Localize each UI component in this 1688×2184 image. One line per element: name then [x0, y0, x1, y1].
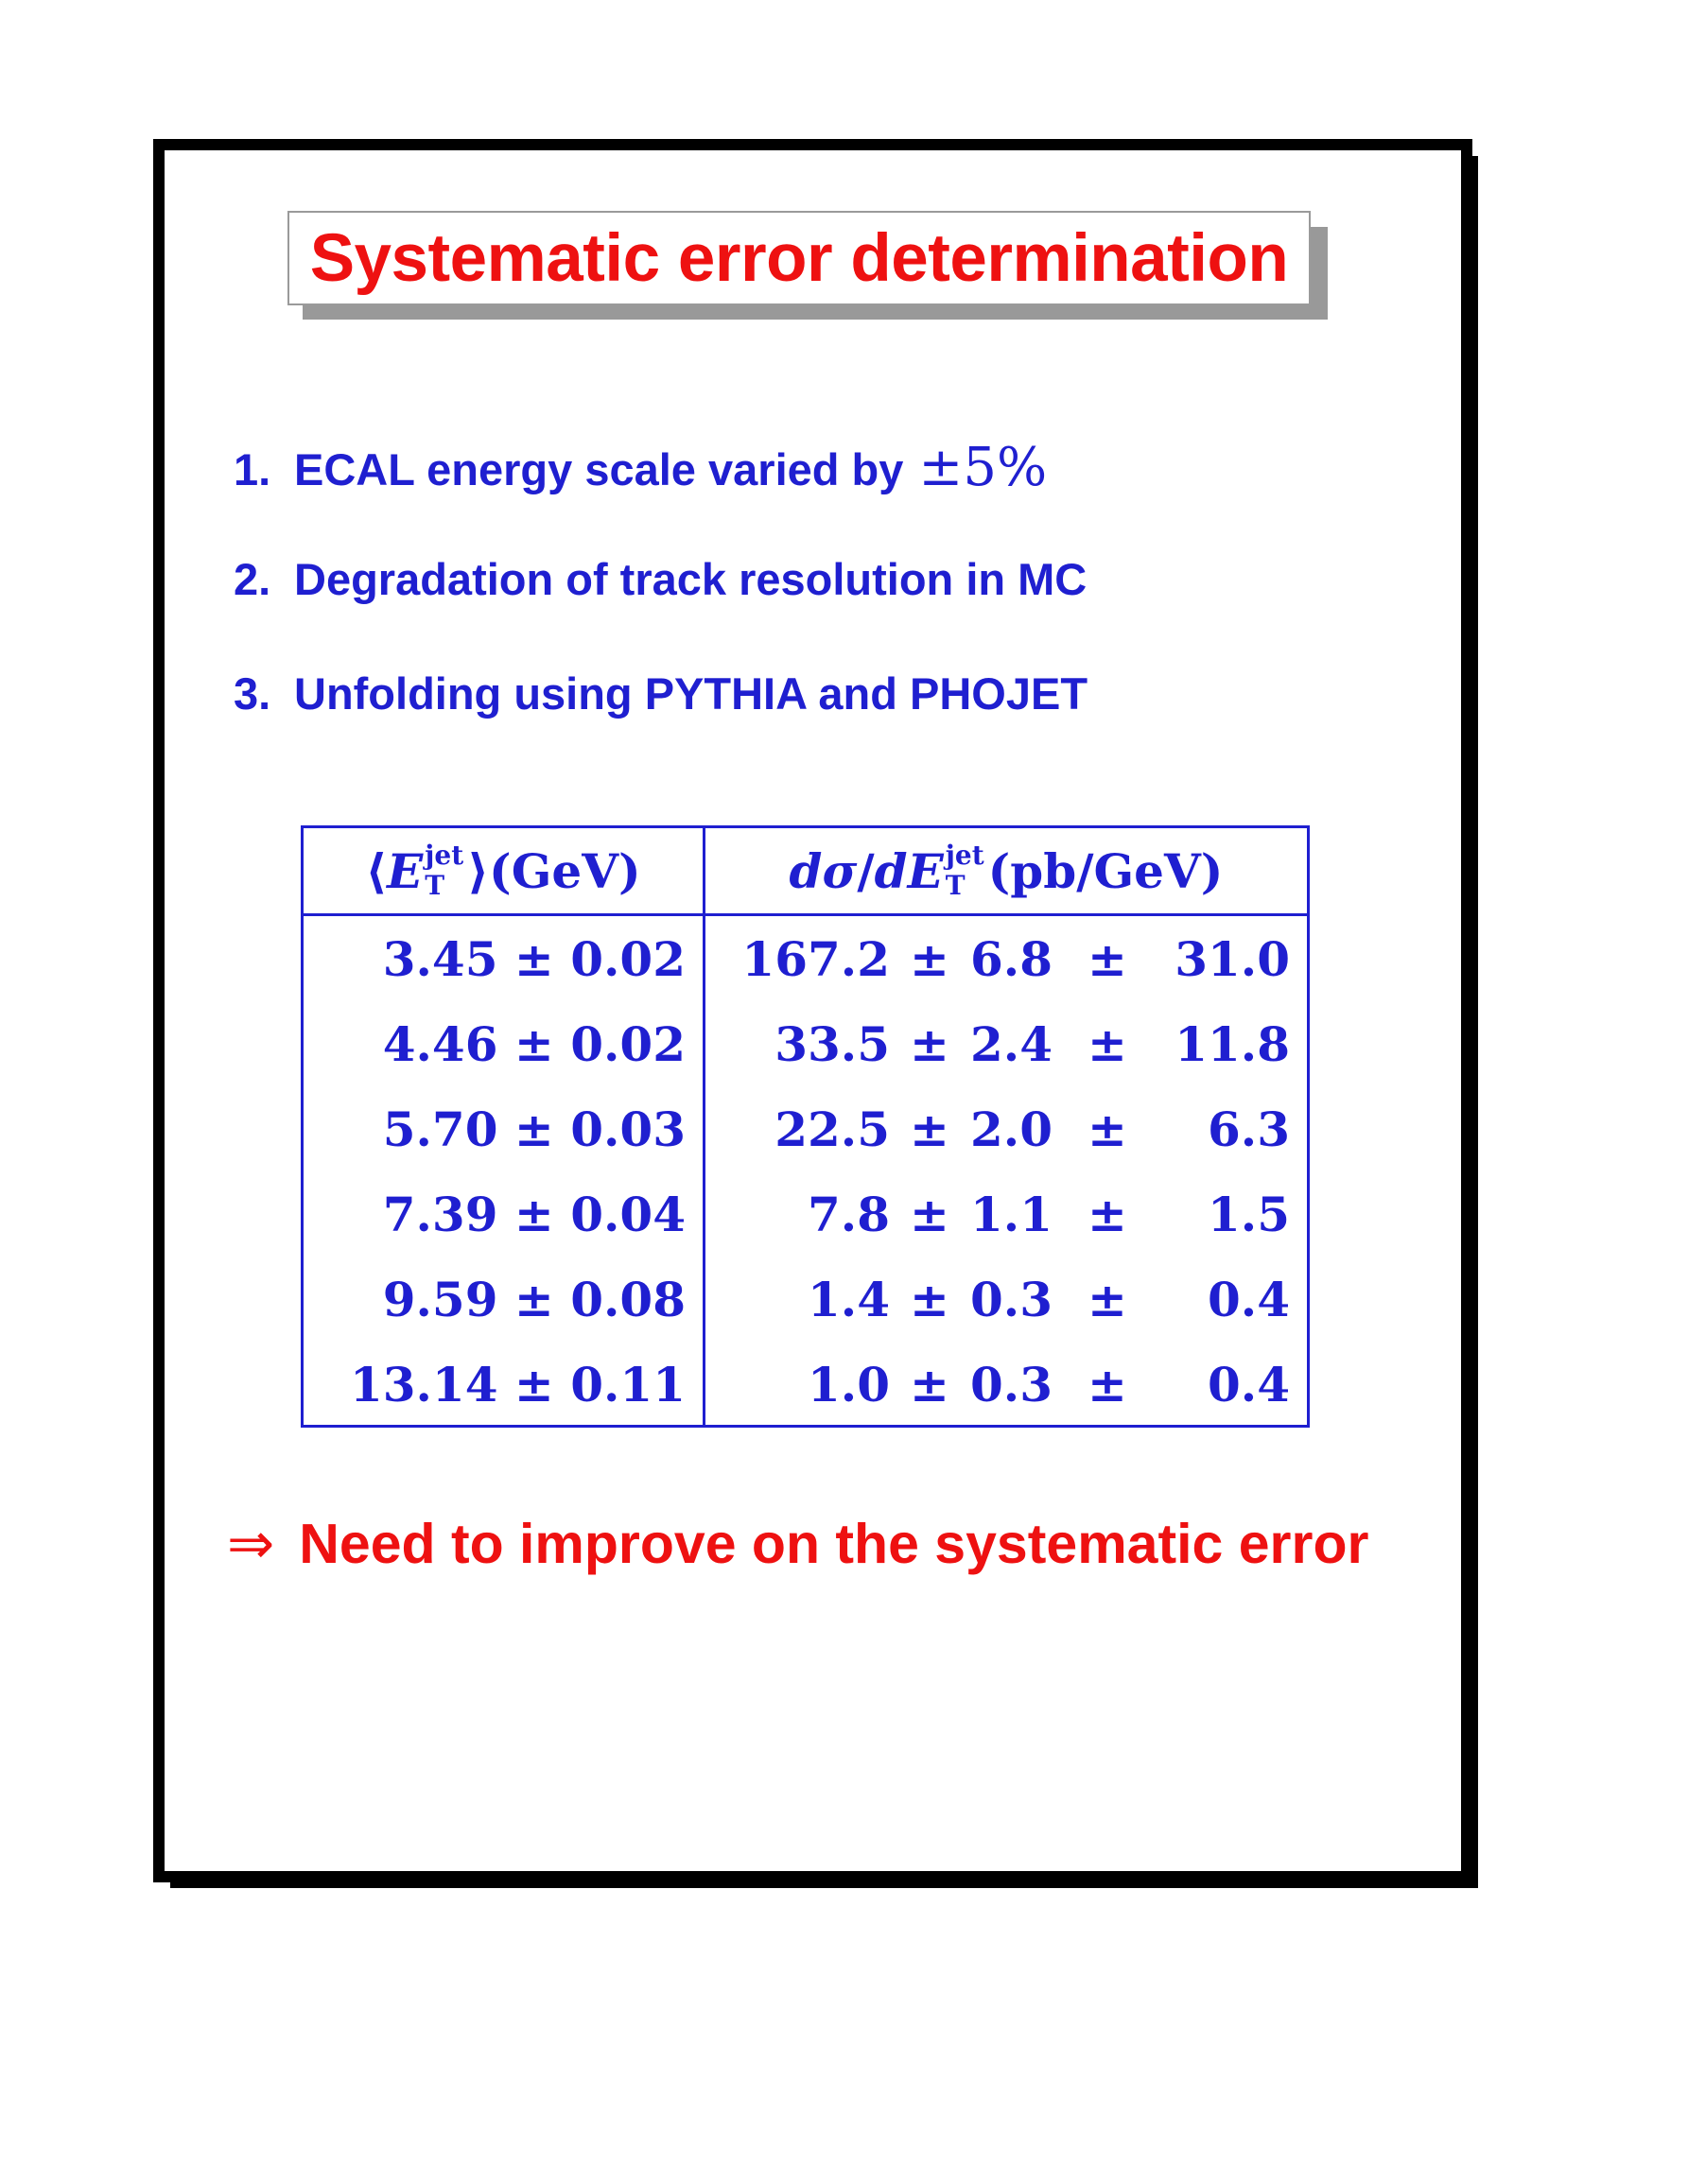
- list-item-math: ±5%: [918, 437, 1048, 498]
- cell-sys-error: 31.0: [1175, 930, 1290, 987]
- cell-plus-minus: ±: [1088, 1101, 1127, 1157]
- list-item-text: Unfolding using PYTHIA and PHOJET: [294, 668, 1088, 719]
- implies-arrow-icon: ⇒: [227, 1511, 275, 1577]
- cell-plus-minus: ±: [910, 930, 949, 987]
- cell-sys-error: 0.4: [1208, 1271, 1290, 1327]
- cell-stat-error: 6.8: [970, 930, 1053, 987]
- cell-sys-error: 1.5: [1208, 1186, 1290, 1242]
- table-row: [304, 1001, 1307, 1086]
- cell-stat-error: 2.0: [970, 1101, 1053, 1157]
- header-bracket-close: ⟩: [467, 842, 490, 899]
- cell-et: 13.14 ± 0.11: [349, 1356, 686, 1413]
- cell-sys-error: 0.4: [1208, 1356, 1290, 1413]
- table-row: [304, 916, 1307, 1001]
- header-et-variable: E: [387, 842, 424, 899]
- list-item-text: Degradation of track resolution in MC: [294, 554, 1088, 604]
- header-bracket-open: ⟨: [365, 842, 388, 899]
- list-item-number: 2.: [234, 554, 271, 604]
- header-xsec-superscript: jet: [945, 840, 984, 871]
- cell-sys-error: 6.3: [1208, 1101, 1290, 1157]
- header-xsec-sigma: σ: [822, 842, 858, 899]
- cell-plus-minus: ±: [910, 1015, 949, 1072]
- cell-plus-minus: ±: [1088, 930, 1127, 987]
- cell-plus-minus: ±: [910, 1271, 949, 1327]
- cell-stat-error: 0.3: [970, 1271, 1053, 1327]
- cell-et: 9.59 ± 0.08: [382, 1271, 686, 1327]
- table-row: [304, 1257, 1307, 1342]
- header-xsec-d: d: [789, 842, 823, 899]
- cell-sys-error: 11.8: [1175, 1015, 1290, 1072]
- cell-stat-error: 0.3: [970, 1356, 1053, 1413]
- list-item-3: [234, 667, 1088, 719]
- header-xsec-d: d: [874, 842, 908, 899]
- cell-et: 5.70 ± 0.03: [382, 1101, 686, 1157]
- cell-et: 7.39 ± 0.04: [382, 1186, 686, 1242]
- header-xsec-slash: /: [857, 842, 875, 899]
- header-et-superscript: jet: [425, 840, 464, 871]
- header-et-scripts: [425, 842, 463, 899]
- table-row: [304, 1342, 1307, 1427]
- header-et-subscript: T: [425, 870, 445, 901]
- conclusion-line: [227, 1511, 1368, 1577]
- table-row: [304, 1086, 1307, 1171]
- cell-plus-minus: ±: [1088, 1356, 1127, 1413]
- cell-xsec-value: 22.5: [774, 1101, 890, 1157]
- cell-plus-minus: ±: [910, 1356, 949, 1413]
- list-item-number: 1.: [234, 444, 271, 494]
- cell-xsec-value: 7.8: [808, 1186, 890, 1242]
- cell-plus-minus: ±: [1088, 1186, 1127, 1242]
- cell-plus-minus: ±: [1088, 1271, 1127, 1327]
- conclusion-text: Need to improve on the systematic error: [299, 1513, 1369, 1575]
- list-item-text: ECAL energy scale varied by: [294, 444, 904, 494]
- list-item-2: [234, 553, 1087, 605]
- cross-section-table: [301, 825, 1310, 1428]
- title-box: [287, 211, 1311, 305]
- slide-title: Systematic error determination: [309, 220, 1289, 296]
- cell-stat-error: 1.1: [970, 1186, 1053, 1242]
- cell-plus-minus: ±: [910, 1186, 949, 1242]
- header-xsec-variable: E: [907, 842, 944, 899]
- cell-plus-minus: ±: [910, 1101, 949, 1157]
- list-item-number: 3.: [234, 668, 271, 719]
- cell-xsec-value: 167.2: [741, 930, 890, 987]
- list-item-1: [234, 437, 1047, 498]
- cell-stat-error: 2.4: [970, 1015, 1053, 1072]
- cell-xsec-value: 33.5: [774, 1015, 890, 1072]
- header-xsec-unit: (pb/GeV): [987, 842, 1224, 899]
- cell-plus-minus: ±: [1088, 1015, 1127, 1072]
- table-header-xsec: [705, 828, 1307, 913]
- table-row: [304, 1171, 1307, 1257]
- table-header-et: [304, 828, 703, 913]
- cell-et: 4.46 ± 0.02: [382, 1015, 686, 1072]
- cell-et: 3.45 ± 0.02: [382, 930, 686, 987]
- cell-xsec-value: 1.0: [808, 1356, 890, 1413]
- header-xsec-subscript: T: [945, 870, 966, 901]
- header-et-unit: (GeV): [489, 842, 641, 899]
- header-xsec-scripts: [946, 842, 984, 899]
- cell-xsec-value: 1.4: [808, 1271, 890, 1327]
